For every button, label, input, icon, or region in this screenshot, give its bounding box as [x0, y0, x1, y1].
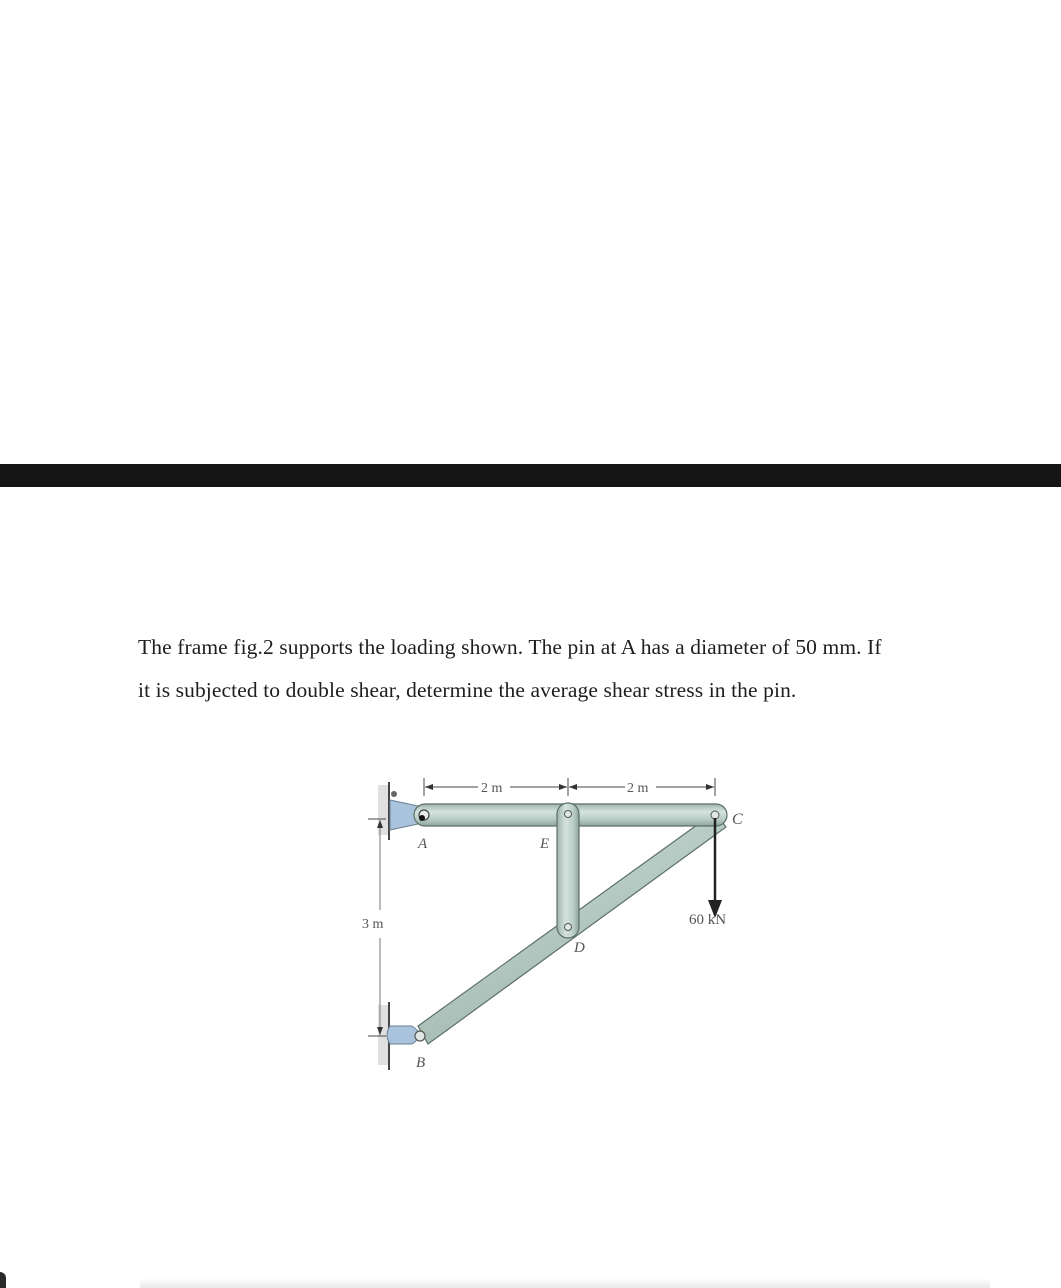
member-ed [557, 803, 579, 938]
next-content-cutoff [140, 1278, 990, 1288]
pin-d [565, 924, 572, 931]
dim-label-ab: 3 m [362, 917, 384, 932]
frame-figure [350, 760, 770, 1090]
pin-c [711, 811, 719, 819]
dim-label-ec: 2 m [627, 781, 649, 796]
blank-top-area [0, 0, 1061, 464]
problem-line-1: The frame fig.2 supports the loading shown. The pin at A has a diameter of 50 mm. If [138, 635, 882, 659]
point-label-c: C [732, 811, 743, 828]
screen-corner [0, 1272, 6, 1288]
pin-e [565, 811, 572, 818]
point-label-a: A [418, 836, 428, 852]
dimension-horizontal [424, 778, 715, 796]
divider-bar [0, 464, 1061, 487]
point-label-e: E [540, 836, 550, 852]
dim-label-ae: 2 m [481, 781, 503, 796]
pin-a [419, 810, 429, 821]
point-label-d: D [574, 940, 585, 956]
problem-statement [138, 626, 1018, 712]
load-label: 60 kN [689, 912, 727, 928]
point-label-b: B [416, 1055, 426, 1071]
problem-line-2: it is subjected to double shear, determine the average shear stress in the pin. [138, 678, 797, 702]
pin-b [415, 1031, 425, 1041]
